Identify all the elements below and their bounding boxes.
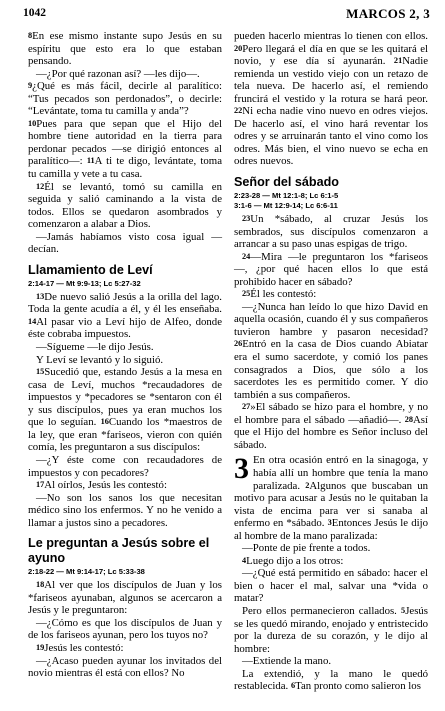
verse-number: 13 [36, 291, 45, 301]
verse-text: Él les contestó: [250, 288, 317, 301]
paragraph [28, 181, 222, 231]
cross-reference: 2:18-22 — Mt 9:14-17; Lc 5:33-38 [28, 567, 145, 577]
paragraph [28, 354, 222, 367]
verse-text: Y Leví se levantó y lo siguió. [36, 353, 164, 366]
verse-text: Al ver que los discípulos de Juan y los *fariseos ayunaban, algunos se acercaron a Jesús y le preguntaron: [28, 579, 222, 617]
paragraph [28, 655, 222, 680]
verse-number: 11 [86, 156, 95, 166]
verse-text: La extendió, y la mano le quedó restablecida. [234, 667, 428, 693]
paragraph [234, 555, 428, 568]
paragraph [28, 579, 222, 617]
verse-text: Nadie remienda un vestido viejo con un retazo de tela nueva. De hacerlo así, el remiendo fruncirá el vestido y la rotura se hará peor. [234, 55, 428, 105]
verse-number: 6 [290, 681, 296, 691]
verse-text: —¿Por qué razonan así? —les dijo—. [36, 67, 200, 80]
verse-number: 28 [404, 414, 413, 424]
paragraph [28, 118, 222, 181]
paragraph [28, 479, 222, 492]
paragraph [28, 80, 222, 118]
paragraph [28, 68, 222, 81]
paragraph [234, 668, 428, 693]
verse-number: 3 [327, 518, 332, 528]
paragraph [28, 617, 222, 642]
section-heading: Le preguntan a Jesús sobre el ayuno [28, 536, 210, 566]
paragraph [28, 454, 222, 479]
verse-text: Sucedió que, estando Jesús a la mesa en casa de Leví, muchos *recaudadores de impuestos y *pecadores se *sentaron con él y sus discípulos, pues ya eran muchos los que lo seguían. [28, 366, 222, 429]
verse-number: 19 [36, 642, 45, 652]
verse-text: En ese mismo instante supo Jesús en su espíritu que esto era lo que estaban pensando. [28, 30, 222, 68]
paragraph [234, 655, 428, 668]
verse-text: Cuando los *maestros de la ley, que eran *fariseos, vieron con quién comía, les preguntaron a sus discípulos: [28, 416, 222, 454]
verse-text: Ni echa nadie vino nuevo en odres viejos. De hacerlo así, el vino hará reventar los odres y se arruinarán tanto el vino como los odres. Más bien, el vino nuevo se echa en odres nuevos. [234, 105, 428, 168]
verse-text: Él se levantó, tomó su camilla en seguida y salió caminando a la vista de todos. Ellos se quedaron asombrados y comenzaron a alabar a Dios. [28, 180, 222, 231]
verse-text: Entró en la casa de Dios cuando Abiatar era el sumo sacerdote, y comió los panes consagrados a Dios, que sólo a los sacerdotes les es permitido comer. Y dio también a sus compañeros. [234, 338, 428, 401]
verse-text: —Jamás habíamos visto cosa igual —decían. [28, 230, 222, 256]
section-heading: Señor del sábado [234, 175, 339, 190]
verse-number: 4 [242, 555, 247, 565]
verse-text: —¿Cómo es que los discípulos de Juan y de los fariseos ayunan, pero los tuyos no? [28, 616, 222, 642]
paragraph [234, 454, 428, 542]
verse-text: pueden hacerlo mientras lo tienen con ellos. [234, 30, 428, 42]
paragraph [28, 341, 222, 354]
verse-number: 22 [234, 106, 243, 116]
verse-text: ¿Qué es más fácil, decirle al paralítico: “Tus pecados son perdonados”, o decirle: “Levántate, toma tu camilla y anda”? [28, 80, 222, 118]
cross-reference: 2:14-17 — Mt 9:9-13; Lc 5:27-32 [28, 278, 141, 288]
paragraph [28, 30, 222, 68]
paragraph [234, 301, 428, 401]
verse-number: 16 [100, 417, 109, 427]
verse-text: —¿Y éste come con recaudadores de impuestos y con pecadores? [28, 453, 222, 479]
cross-reference: 3:1-6 — Mt 12:9-14; Lc 6:6-11 [234, 201, 338, 211]
verse-number: 23 [242, 214, 251, 224]
paragraph [234, 401, 428, 451]
cross-reference: 2:23-28 — Mt 12:1-8; Lc 6:1-5 [234, 191, 339, 201]
paragraph [234, 567, 428, 605]
verse-text: De nuevo salió Jesús a la orilla del lago. Toda la gente acudía a él, y él les enseñaba. [28, 290, 222, 316]
verse-text: —Mira —le preguntaron los *fariseos—, ¿por qué hacen ellos lo que está prohibido hacer en sábado? [234, 250, 428, 288]
paragraph [234, 251, 428, 289]
verse-text: Así que el Hijo del hombre es Señor incluso del sábado. [234, 413, 428, 451]
verse-text: Al oírlos, Jesús les contestó: [44, 479, 167, 492]
page-header [23, 7, 430, 25]
verse-number: 21 [393, 56, 403, 66]
verse-number: 15 [36, 367, 45, 377]
left-column [28, 30, 222, 680]
verse-text: —¿Nunca han leído lo que hizo David en aquella ocasión, cuando él y sus compañeros tuvieron hambre y pasaron necesidad? [234, 300, 428, 338]
verse-text: Pues para que sepan que el Hijo del hombre tiene autoridad en la tierra para perdonar pecados —se dirigió entonces al paralítico—: [28, 117, 222, 168]
verse-number: 27 [242, 402, 251, 412]
paragraph [234, 605, 428, 655]
verse-text: Al pasar vio a Leví hijo de Alfeo, donde éste cobraba impuestos. [28, 315, 222, 341]
verse-text: A ti te digo, levántate, toma tu camilla y vete a tu casa. [28, 155, 223, 181]
paragraph [28, 366, 222, 454]
verse-text: »El sábado se hizo para el hombre, y no el hombre para el sábado —añadió—. [234, 401, 428, 426]
verse-text: En otra ocasión entró en la sinagoga, y había allí un hombre que tenía la mano paralizada. [253, 454, 428, 492]
paragraph [28, 231, 222, 256]
verse-text: Jesús les contestó: [44, 641, 124, 654]
paragraph [28, 642, 222, 655]
verse-number: 12 [36, 181, 45, 191]
paragraph [28, 492, 222, 530]
running-head: MARCOS 2, 3 [346, 6, 430, 21]
verse-number: 2 [305, 480, 310, 490]
verse-number: 20 [234, 43, 243, 53]
verse-number: 10 [28, 118, 37, 128]
paragraph [28, 291, 222, 341]
verse-number: 25 [242, 289, 251, 299]
verse-number: 18 [36, 580, 45, 590]
paragraph [234, 542, 428, 555]
page-number: 1042 [23, 7, 46, 19]
verse-text: —Extiende la mano. [242, 655, 332, 668]
verse-text: Tan pronto como salieron los [295, 680, 421, 693]
verse-number: 17 [36, 480, 45, 490]
verse-text: Un *sábado, al cruzar Jesús los sembrados, sus discípulos comenzaron a arrancar a su paso unas espigas de trigo. [234, 213, 428, 251]
verse-text: —¿Acaso pueden ayunar los invitados del novio mientras él está con ellos? No [28, 654, 222, 680]
chapter-number: 3 [234, 452, 249, 486]
paragraph [234, 30, 428, 168]
verse-text: Algunos que buscaban un motivo para acusar a Jesús no le quitaban la vista de encima para ver si sanaba al enfermo en *sábado. [234, 479, 428, 530]
verse-text: —Ponte de pie frente a todos. [242, 542, 371, 555]
verse-text: —¿Qué está permitido en sábado: hacer el bien o hacer el mal, salvar una *vida o matar? [234, 567, 428, 605]
right-column [234, 30, 428, 693]
verse-number: 24 [242, 251, 251, 261]
verse-text: Luego dijo a los otros: [246, 554, 344, 567]
verse-text: Entonces Jesús le dijo al hombre de la mano paralizada: [234, 517, 428, 542]
verse-number: 8 [28, 31, 33, 40]
verse-text: Pero ellos permanecieron callados. [242, 604, 402, 617]
verse-text: —No son los sanos los que necesitan médico sino los enfermos. Y no he venido a llamar a justos sino a pecadores. [28, 491, 222, 529]
paragraph [234, 288, 428, 301]
paragraph [234, 213, 428, 251]
verse-text: —Sígueme —le dijo Jesús. [36, 341, 154, 354]
verse-number: 26 [234, 339, 243, 349]
verse-number: 9 [28, 81, 33, 91]
section-heading: Llamamiento de Leví [28, 262, 153, 277]
verse-number: 5 [401, 605, 406, 615]
verse-text: Jesús se les quedó mirando, enojado y entristecido por la dureza de su corazón, y le dijo al hombre: [234, 604, 428, 655]
verse-number: 14 [28, 316, 37, 326]
verse-text: Pero llegará el día en que se les quitará el novio, y ese día sí ayunarán. [234, 42, 428, 68]
